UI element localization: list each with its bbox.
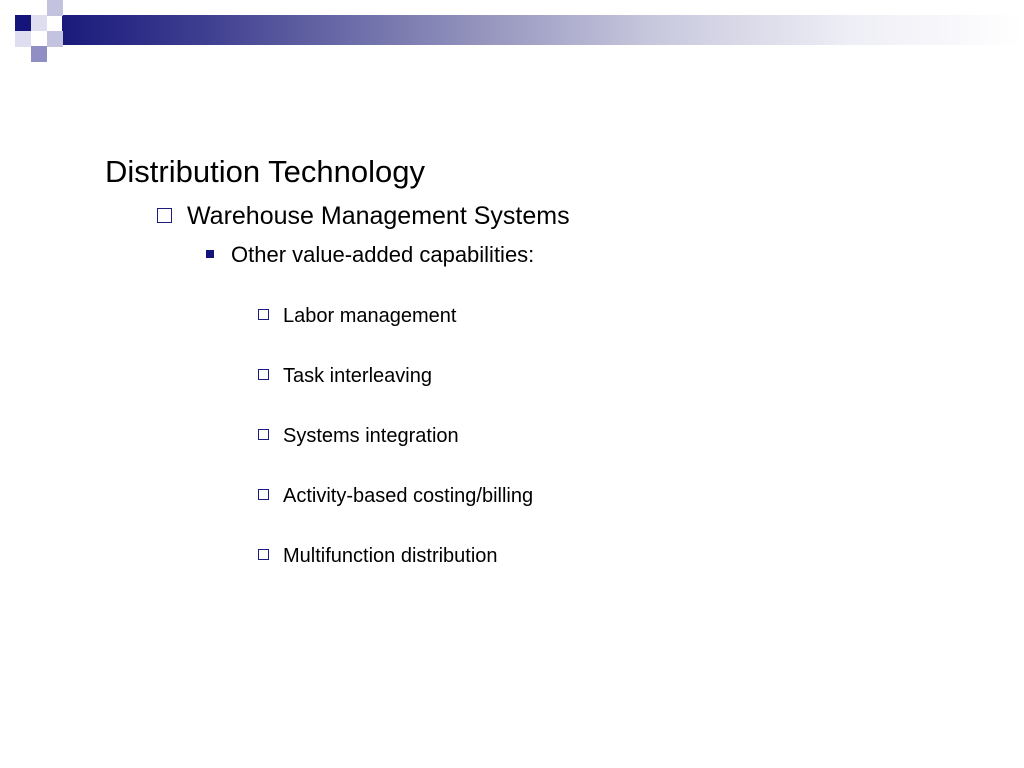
hollow-square-bullet-icon xyxy=(258,309,269,320)
bullet-level3 xyxy=(206,241,534,269)
list-item-text: Multifunction distribution xyxy=(283,545,498,567)
list-item xyxy=(258,423,459,449)
hollow-square-bullet-icon xyxy=(258,369,269,380)
filled-square-bullet-icon xyxy=(206,250,214,258)
hollow-square-bullet-icon xyxy=(157,208,172,223)
hollow-square-bullet-icon xyxy=(258,549,269,560)
list-item xyxy=(258,483,533,509)
list-item-text: Labor management xyxy=(283,305,457,327)
list-item xyxy=(258,363,432,389)
list-item xyxy=(258,303,456,329)
hollow-square-bullet-icon xyxy=(258,489,269,500)
list-item-text: Systems integration xyxy=(283,425,459,447)
list-item-text: Activity-based costing/billing xyxy=(283,485,534,507)
bullet-level2-text: Warehouse Management Systems xyxy=(187,202,570,230)
slide-title: Distribution Technology xyxy=(105,154,425,189)
list-item xyxy=(258,543,498,569)
bullet-level2 xyxy=(157,200,570,232)
list-item-text: Task interleaving xyxy=(283,365,432,387)
bullet-level3-text: Other value-added capabilities: xyxy=(231,242,535,267)
hollow-square-bullet-icon xyxy=(258,429,269,440)
